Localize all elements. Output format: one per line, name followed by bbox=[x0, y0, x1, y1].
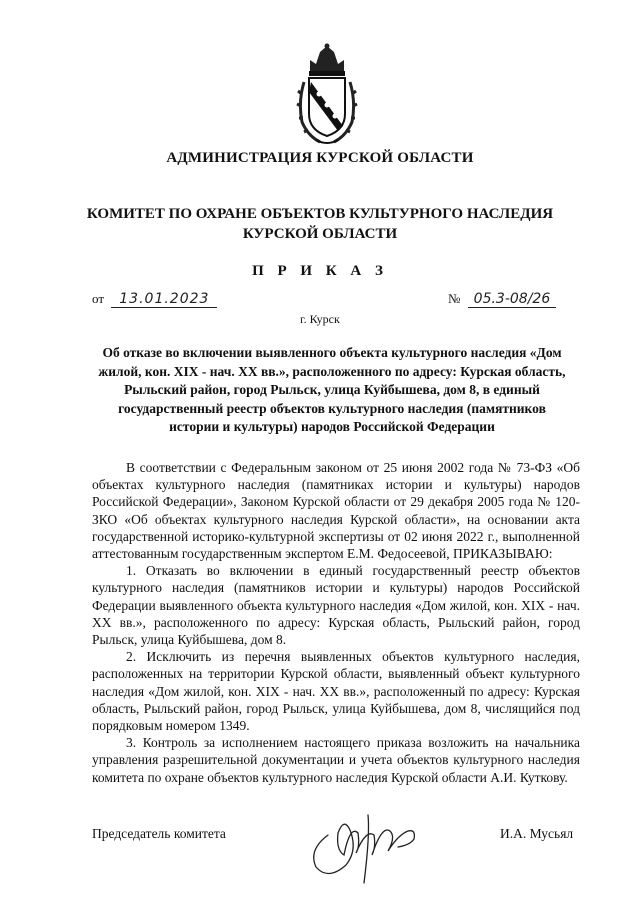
number-value: 05.3-08/26 bbox=[468, 291, 557, 308]
date-line bbox=[92, 291, 217, 307]
preamble-paragraph: В соответствии с Федеральным законом от 25 июня 2002 года № 73-ФЗ «Об объектах культурного наследия (памятниках истории и культуры) народов Российской Федерации», Законом Курской области от 29 декабря 2005 года № 120-ЗКО «Об объектах культурного наследия Курской области», на основании акта государственной историко-культурной экспертизы от 02 июня 2022 г., выполненной аттестованным государственным экспертом Е.М. Федосеевой, ПРИКАЗЫВАЮ: bbox=[92, 460, 580, 562]
signatory-name: И.А. Мусьял bbox=[500, 826, 574, 841]
committee-title bbox=[0, 204, 640, 244]
order-subject: Об отказе во включении выявленного объекта культурного наследия «Дом жилой, кон. XIX - нач. XX вв.», расположенного по адресу: Курская область, Рыльский район, город Рыльск, улица Куйбышева, дом 8, в единый государственный реестр объектов культурного наследия (памятников истории и культуры) народов Российской Федерации bbox=[98, 345, 566, 434]
handwritten-signature-icon bbox=[298, 795, 428, 885]
order-body bbox=[92, 459, 580, 786]
date-value: 13.01.2023 bbox=[111, 291, 217, 308]
order-item-2: 2. Исключить из перечня выявленных объектов культурного наследия, расположенных на территории Курской области, выявленный объект культурного наследия «Дом жилой, кон. XIX - нач. XX вв.», расположенный по адресу: Курская область, Рыльский район, город Рыльск, улица Куйбышева, дом 8, числящийся под порядковым номером 1349. bbox=[92, 649, 580, 734]
signatory-position: Председатель комитета bbox=[92, 826, 226, 841]
coat-of-arms-icon bbox=[296, 42, 358, 146]
committee-title-line2: КУРСКОЙ ОБЛАСТИ bbox=[242, 226, 398, 242]
order-item-1: 1. Отказать во включении в единый государственный реестр объектов культурного наследия (памятников истории и культуры) народов Российской Федерации выявленного объекта культурного наследия «Дом жилой, кон. XIX - нач. XX вв.», расположенного по адресу: Курская область, Рыльский район, город Рыльск, улица Куйбышева, дом 8. bbox=[92, 563, 580, 648]
number-line bbox=[448, 291, 556, 307]
order-item-3: 3. Контроль за исполнением настоящего приказа возложить на начальника управления разрешительной документации и учета объектов культурного наследия комитета по охране объектов культурного наследия Курской области А.И. Куткову. bbox=[92, 735, 580, 785]
city: г. Курск bbox=[300, 312, 340, 326]
date-prefix: от bbox=[92, 291, 105, 306]
committee-title-line1: КОМИТЕТ ПО ОХРАНЕ ОБЪЕКТОВ КУЛЬТУРНОГО НАСЛЕДИЯ bbox=[86, 206, 554, 222]
document-type: П Р И К А З bbox=[252, 263, 388, 279]
administration-title: АДМИНИСТРАЦИЯ КУРСКОЙ ОБЛАСТИ bbox=[166, 150, 474, 166]
number-prefix: № bbox=[448, 291, 461, 306]
